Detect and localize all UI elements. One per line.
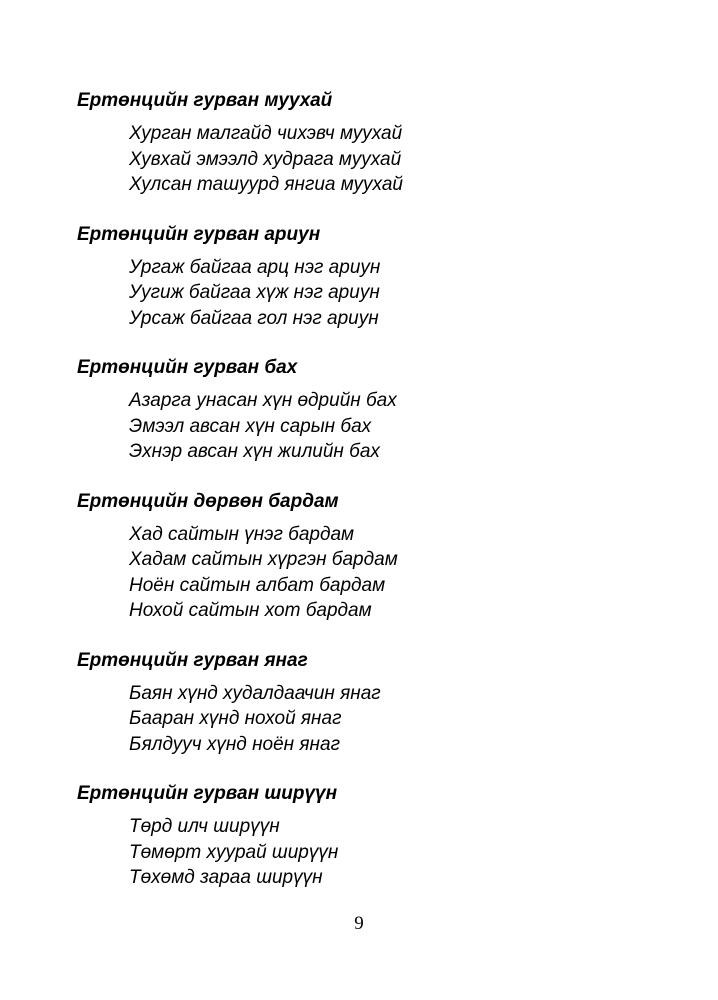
verse-line: Урсаж байгаа гол нэг ариун [129,307,379,329]
section-heading: Ертөнцийн гурван янаг [77,649,308,671]
section-heading: Ертөнцийн гурван ширүүн [77,783,338,804]
section-heading: Ертөнцийн дөрвөн бардам [77,490,339,512]
verse-line: Төмөрт хуурай ширүүн [129,841,339,863]
verse-line: Эхнэр авсан хүн жилийн бах [129,441,380,462]
proverb-list [77,87,677,914]
verse-line: Төрд илч ширүүн [129,816,280,837]
page-number: 9 [354,913,364,934]
verse-lines [129,681,677,758]
verse-line: Азарга унасан хүн өдрийн бах [129,390,397,411]
verse-line: Хулсан ташуурд янгиа муухай [129,174,403,195]
proverb-section [77,647,677,758]
verse-line: Нохой сайтын хот бардам [129,600,372,621]
verse-line: Эмээл авсан хүн сарын бах [129,415,372,437]
verse-lines [129,255,677,332]
verse-line: Ноён сайтын албат бардам [129,574,386,596]
proverb-section [77,354,677,465]
verse-lines [129,522,677,624]
proverb-section [77,780,677,891]
verse-line: Хувхай эмээлд худрага муухай [129,148,402,170]
verse-line: Хадам сайтын хүргэн бардам [129,549,398,570]
verse-line: Уугиж байгаа хүж нэг ариун [129,282,380,303]
section-heading: Ертөнцийн гурван ариун [77,223,321,245]
verse-line: Хурган малгайд чихэвч муухай [129,123,403,144]
verse-line: Бааран хүнд нохой янаг [129,708,342,729]
verse-line: Баян хүнд худалдаачин янаг [129,682,381,704]
proverb-section [77,488,677,624]
verse-line: Ургаж байгаа арц нэг ариун [129,256,381,278]
verse-line: Бялдууч хүнд ноён янаг [129,733,340,755]
section-heading: Ертөнцийн гурван бах [77,357,298,378]
verse-line: Төхөмд зараа ширүүн [129,867,323,888]
verse-lines [129,388,677,465]
verse-lines [129,121,677,198]
verse-lines [129,814,677,891]
proverb-section [77,87,677,198]
proverb-section [77,221,677,332]
verse-line: Хад сайтын үнэг бардам [129,523,355,545]
section-heading: Ертөнцийн гурван муухай [77,90,333,111]
